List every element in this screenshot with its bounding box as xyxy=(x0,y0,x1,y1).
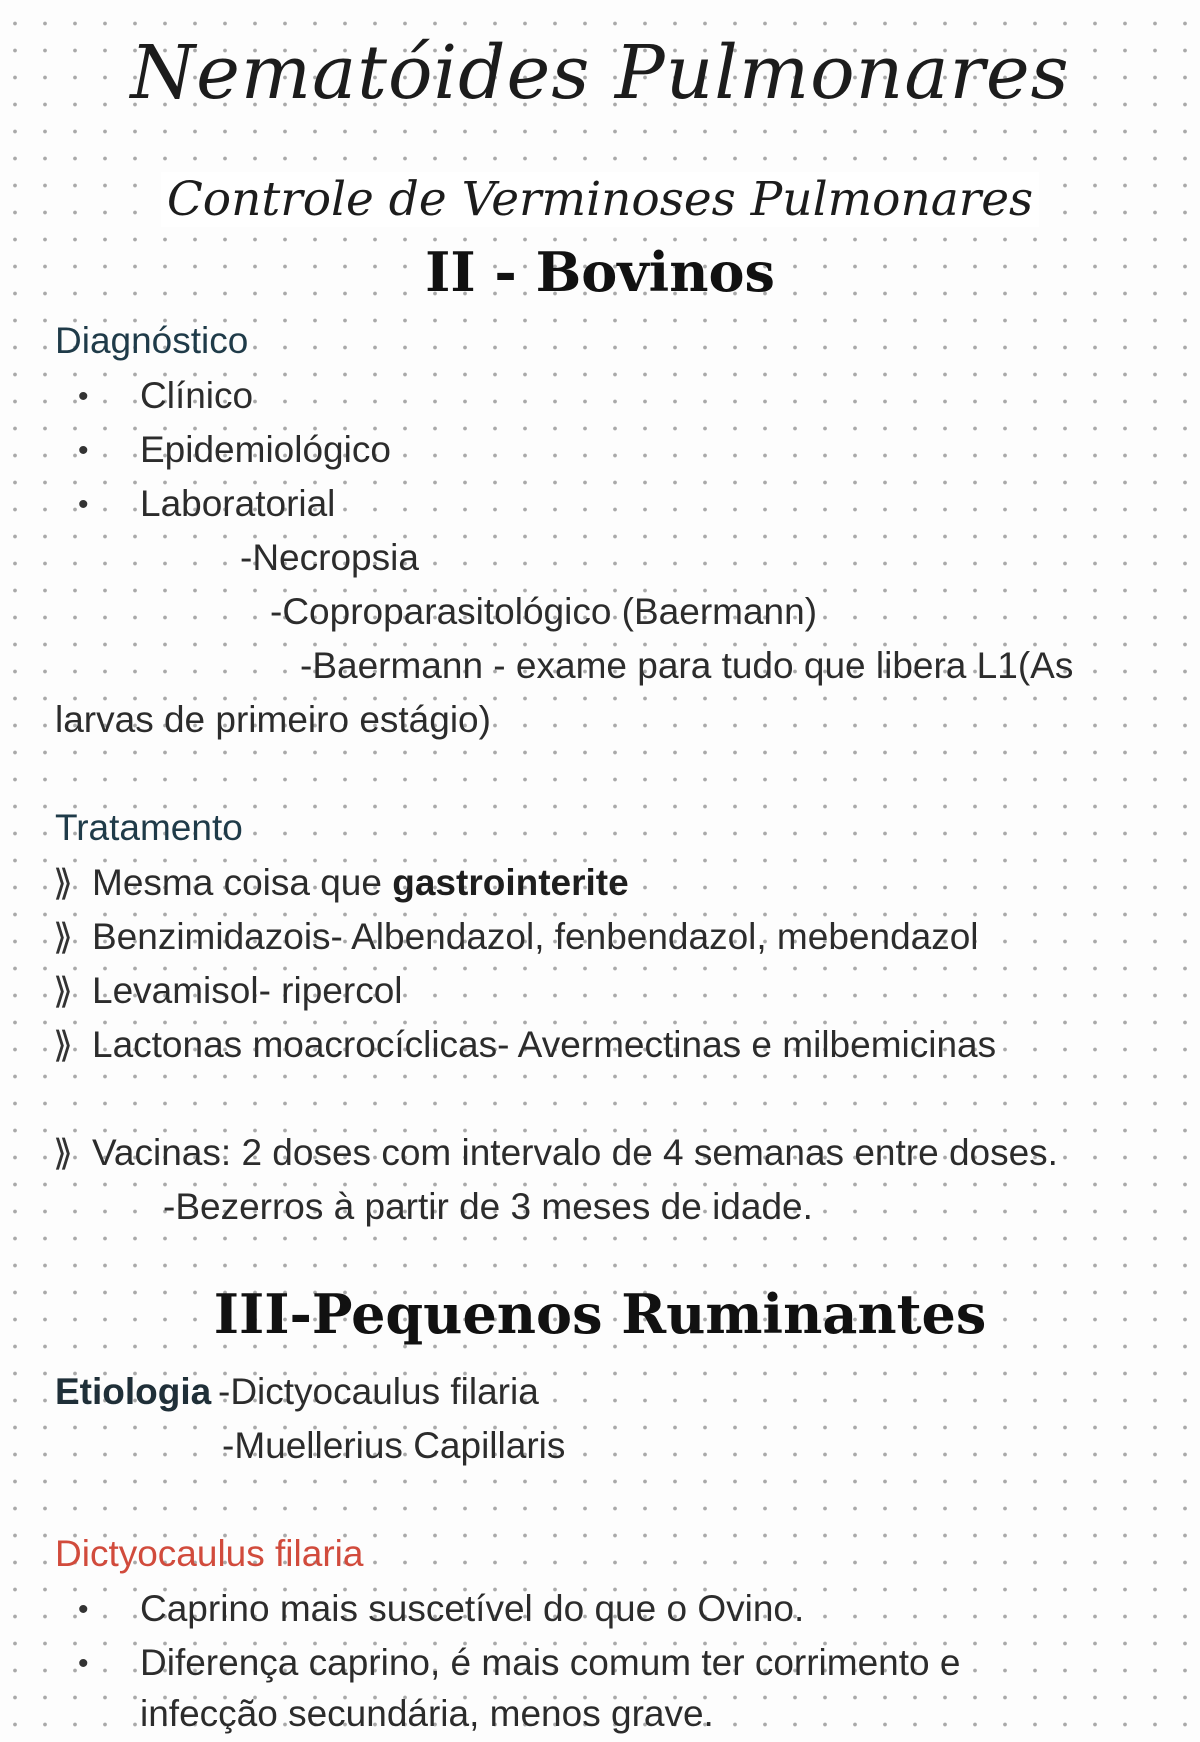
bullet-icon: • xyxy=(78,380,89,413)
diagnostico-heading: Diagnóstico xyxy=(55,320,249,361)
etiologia-label: Etiologia xyxy=(55,1371,212,1412)
list-item: Caprino mais suscetível do que o Ovino. xyxy=(140,1588,805,1629)
list-item-wrap: infecção secundária, menos grave. xyxy=(140,1693,714,1734)
bullet-icon: • xyxy=(78,1647,89,1680)
list-item: Laboratorial xyxy=(140,483,336,524)
etiologia-item: -Muellerius Capillaris xyxy=(222,1425,566,1466)
chevron-icon: ⟫ xyxy=(53,1024,74,1065)
subtitle-text: Controle de Verminoses Pulmonares xyxy=(161,172,1039,227)
page-subtitle xyxy=(0,172,1200,227)
list-item: Diferença caprino, é mais comum ter corrimento e xyxy=(140,1642,961,1683)
list-item: Levamisol- ripercol xyxy=(92,970,403,1011)
sub-item: -Baermann - exame para tudo que libera L1(As xyxy=(300,645,1074,686)
list-item: Clínico xyxy=(140,375,254,416)
bullet-icon: • xyxy=(78,488,89,521)
sub-item-wrap: larvas de primeiro estágio) xyxy=(55,699,491,740)
list-item: Lactonas moacrocíclicas- Avermectinas e milbemicinas xyxy=(92,1024,997,1065)
list-item xyxy=(92,862,629,904)
bold-text: gastrointerite xyxy=(392,862,629,903)
sub-item: -Coproparasitológico (Baermann) xyxy=(270,591,818,632)
sub-item: -Bezerros à partir de 3 meses de idade. xyxy=(163,1186,813,1227)
etiologia-item: -Dictyocaulus filaria xyxy=(218,1371,539,1412)
sub-item: -Necropsia xyxy=(240,537,419,578)
list-item: Benzimidazois- Albendazol, fenbendazol, mebendazol xyxy=(92,916,979,957)
chevron-icon: ⟫ xyxy=(53,916,74,957)
page-title: Nematóides Pulmonares xyxy=(130,30,1070,116)
bullet-icon: • xyxy=(78,434,89,467)
list-item: Epidemiológico xyxy=(140,429,391,470)
dictyocaulus-heading: Dictyocaulus filaria xyxy=(55,1533,364,1574)
section-heading-pequenos-ruminantes: III-Pequenos Ruminantes xyxy=(213,1282,987,1346)
chevron-icon: ⟫ xyxy=(53,862,74,903)
tratamento-heading: Tratamento xyxy=(55,807,243,848)
text-span: Mesma coisa que xyxy=(92,862,393,903)
list-item: Vacinas: 2 doses com intervalo de 4 semanas entre doses. xyxy=(92,1132,1058,1173)
chevron-icon: ⟫ xyxy=(53,1132,74,1173)
section-heading-bovinos: II - Bovinos xyxy=(425,240,775,304)
chevron-icon: ⟫ xyxy=(53,970,74,1011)
bullet-icon: • xyxy=(78,1593,89,1626)
